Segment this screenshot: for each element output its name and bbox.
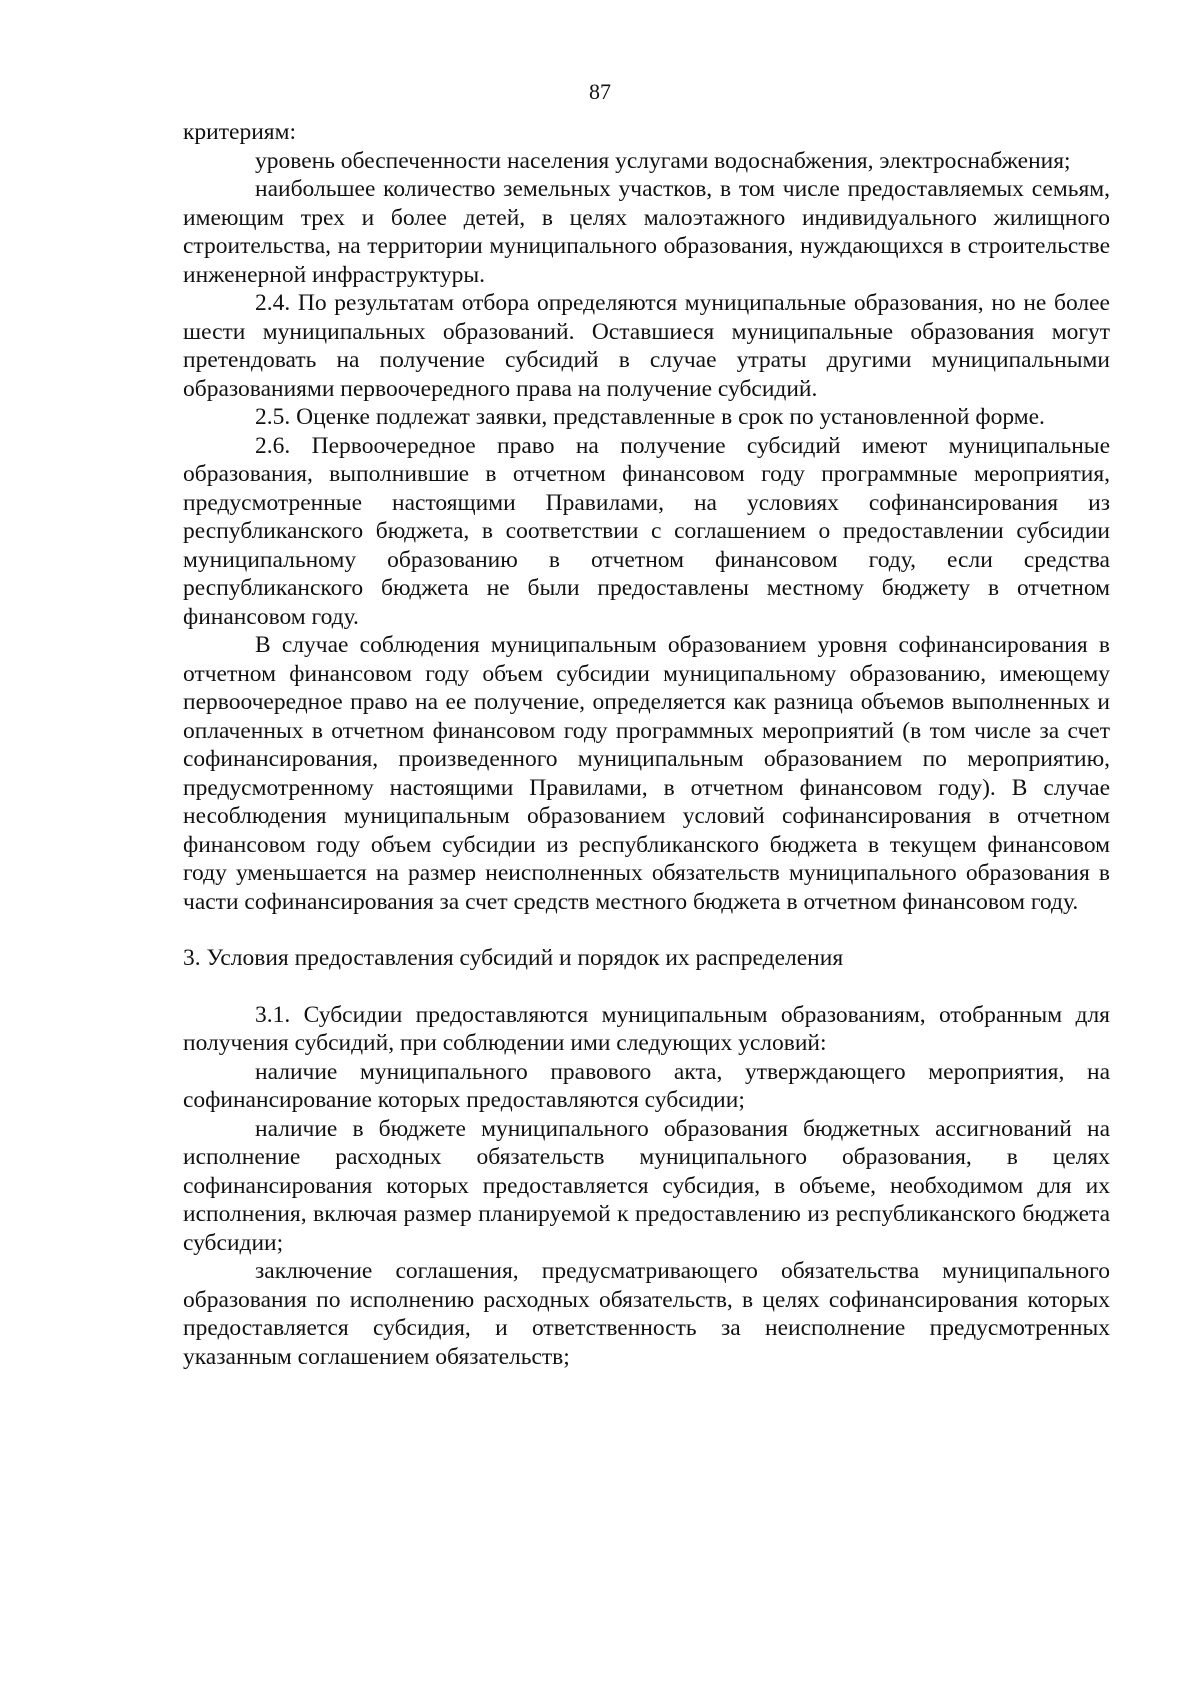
paragraph-criterion-utilities: уровень обеспеченности населения услугами водоснабжения, электроснабжения;: [255, 147, 1071, 174]
paragraph-condition-legal-act: наличие муниципального правового акта, утверждающего мероприятия, на софинансирование которых предоставляются субсидии;: [183, 1058, 1110, 1113]
paragraph-2-5: 2.5. Оценке подлежат заявки, представленные в срок по установленной форме.: [255, 404, 1045, 430]
section-heading-3: 3. Условия предоставления субсидий и порядок их распределения: [183, 945, 844, 971]
paragraph-condition-agreement: заключение соглашения, предусматривающего обязательства муниципального образования по исполнению расходных обязательств, в целях софинансирования которых предоставляется субсидия, и ответственность за неисполнение предусмотренных указанным соглашением обязательств;: [183, 1258, 1110, 1370]
paragraph-condition-budget: наличие в бюджете муниципального образования бюджетных ассигнований на исполнение расходных обязательств муниципального образования, в целях софинансирования которых предоставляется субсидия, в объеме, необходимом для их исполнения, включая размер планируемой к предоставлению из республиканского бюджета субсидии;: [183, 1115, 1110, 1256]
paragraph-2-4: 2.4. По результатам отбора определяются муниципальные образования, но не более шести муниципальных образований. Оставшиеся муниципальные образования могут претендовать на получение субсидий в случае утраты другими муниципальными образованиями первоочередного права на получение субсидий.: [183, 290, 1110, 402]
page-number: 87: [589, 79, 611, 104]
paragraph-3-1: 3.1. Субсидии предоставляются муниципальным образованиям, отобранным для получения субсидий, при соблюдении ими следующих условий:: [183, 1001, 1110, 1056]
paragraph-criterion-land-plots: наибольшее количество земельных участков, в том числе предоставляемых семьям, имеющим трех и более детей, в целях малоэтажного индивидуального жилищного строительства, на территории муниципального образования, нуждающихся в строительстве инженерной инфраструктуры.: [183, 176, 1110, 288]
paragraph-2-6: 2.6. Первоочередное право на получение субсидий имеют муниципальные образования, выполнившие в отчетном финансовом году программные мероприятия, предусмотренные настоящими Правилами, на условиях софинансирования из республиканского бюджета, в соответствии с соглашением о предоставлении субсидии муниципальному образованию в отчетном финансовом году, если средства республиканского бюджета не были предоставлены местному бюджету в отчетном финансовом году.: [183, 432, 1110, 630]
paragraph-cofinancing: В случае соблюдения муниципальным образованием уровня софинансирования в отчетном финансовом году объем субсидии муниципальному образованию, имеющему первоочередное право на ее получение, определяется как разница объемов выполненных и оплаченных в отчетном финансовом году программных мероприятий (в том числе за счет софинансирования, произведенного муниципальным образованием по мероприятию, предусмотренному настоящими Правилами, в отчетном финансовом году). В случае несоблюдения муниципальным образованием условий софинансирования в отчетном финансовом году объем субсидии из республиканского бюджета в текущем финансовом году уменьшается на размер неисполненных обязательств муниципального образования в части софинансирования за счет средств местного бюджета в отчетном финансовом году.: [183, 632, 1110, 915]
paragraph-criteria-intro: критериям:: [183, 119, 296, 145]
document-body: [183, 118, 1110, 1371]
